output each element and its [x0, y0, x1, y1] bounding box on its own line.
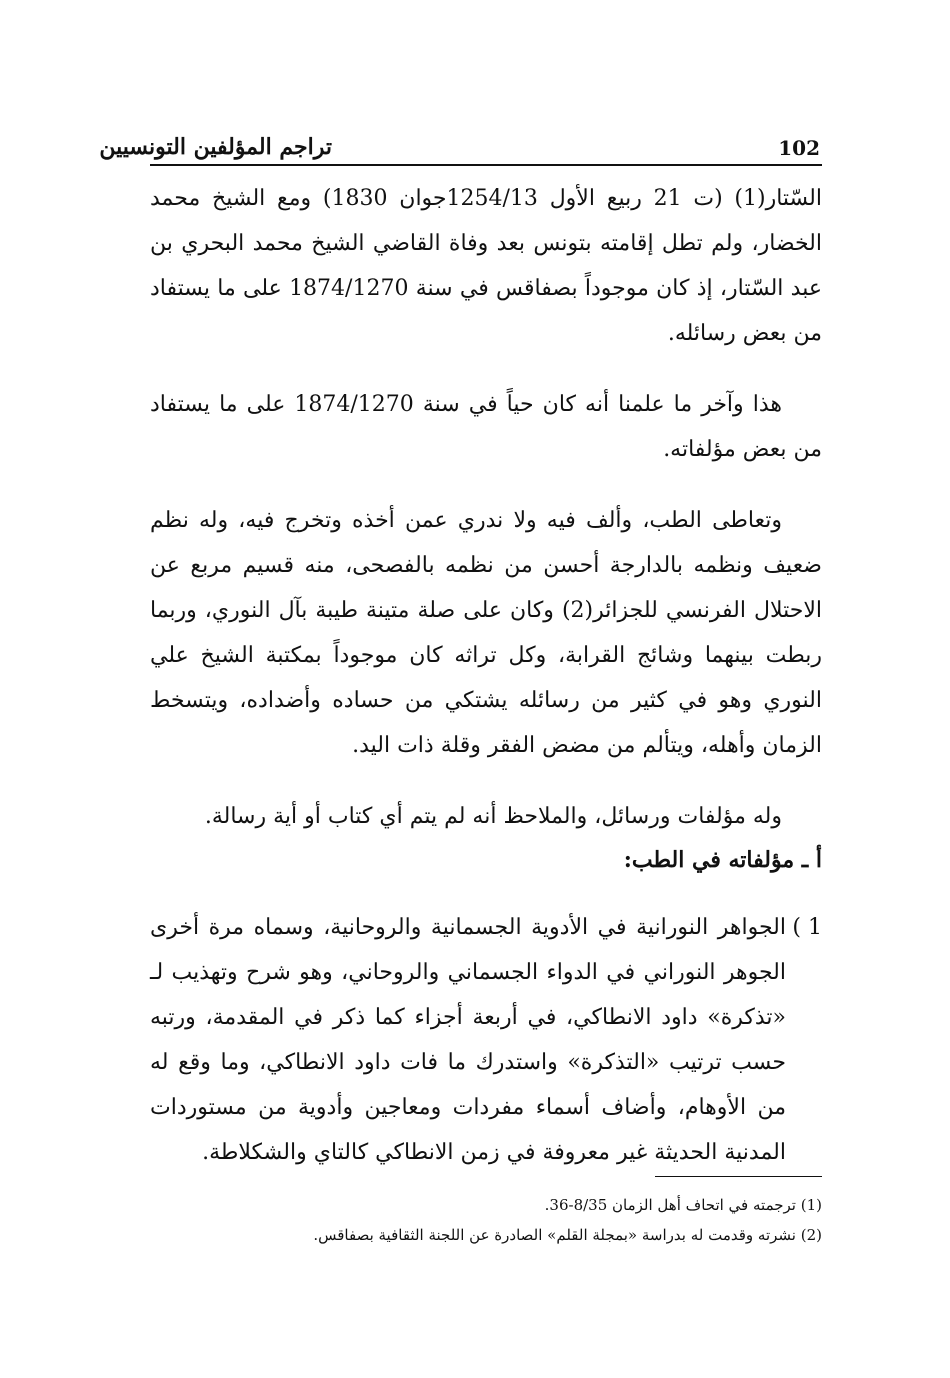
page-number: 102: [778, 136, 820, 160]
list-item-text: الجواهر النورانية في الأدوية الجسمانية والروحانية، وسماه مرة أخرى الجوهر النوراني في الدواء الجسماني والروحاني، وهو شرح وتهذيب لـ «تذكرة» داود الانطاكي، في أربعة أجزاء كما ذكر في المقدمة، ورتبه حسب ترتيب «التذكرة» واستدرك ما فات داود الانطاكي، وما وقع له من الأوهام، وأضاف أسماء مفردات ومعاجين وأدوية من مستوردات المدنية الحديثة غير معروفة في زمن الانطاكي كالتاي والشكلاطة.: [150, 915, 786, 1165]
body-text: [150, 176, 822, 839]
footnote-1: (1) ترجمته في اتحاف أهل الزمان 8/35-36.: [544, 1196, 822, 1214]
paragraph-4: وله مؤلفات ورسائل، والملاحظ أنه لم يتم أي كتاب أو أية رسالة.: [204, 804, 782, 829]
running-title: تراجم المؤلفين التونسيين: [99, 134, 332, 160]
paragraph-3: وتعاطى الطب، وألف فيه ولا ندري عمن أخذه وتخرج فيه، وله نظم ضعيف ونظمه بالدارجة أحسن من نظمه بالفصحى، منه قسيم مربع عن الاحتلال الفرنسي للجزائر(2) وكان على صلة متينة طيبة بآل النوري، وربما ربطت بينهما وشائج القرابة، وكل تراثه كان موجوداً بمكتبة الشيخ علي النوري وهو في كثير من رسائله يشتكي من حساده وأضداده، ويتسخط الزمان وأهله، ويتألم من مضض الفقر وقلة ذات اليد.: [150, 508, 823, 758]
page-header: [99, 130, 822, 166]
list-item-number: 1 ): [792, 915, 822, 940]
footnotes: [150, 1190, 822, 1250]
footnote-divider: [655, 1176, 822, 1177]
list-item: [150, 905, 822, 1175]
paragraph-2: هذا وآخر ما علمنا أنه كان حياً في سنة 1874/1270 على ما يستفاد من بعض مؤلفاته.: [150, 392, 822, 462]
paragraph-1: السّتار(1) (ت 21 ربيع الأول 1254/13جوان 1830) ومع الشيخ محمد الخضار، ولم تطل إقامته بتونس بعد وفاة القاضي الشيخ محمد البحري بن عبد السّتار، إذ كان موجوداً بصفاقس في سنة 1874/1270 على ما يستفاد من بعض رسائله.: [150, 186, 822, 346]
footnote-2: (2) نشرته وقدمت له بدراسة «بمجلة القلم» الصادرة عن اللجنة الثقافية بصفاقس.: [313, 1226, 822, 1244]
section-heading: أ ـ مؤلفاته في الطب:: [623, 847, 822, 873]
